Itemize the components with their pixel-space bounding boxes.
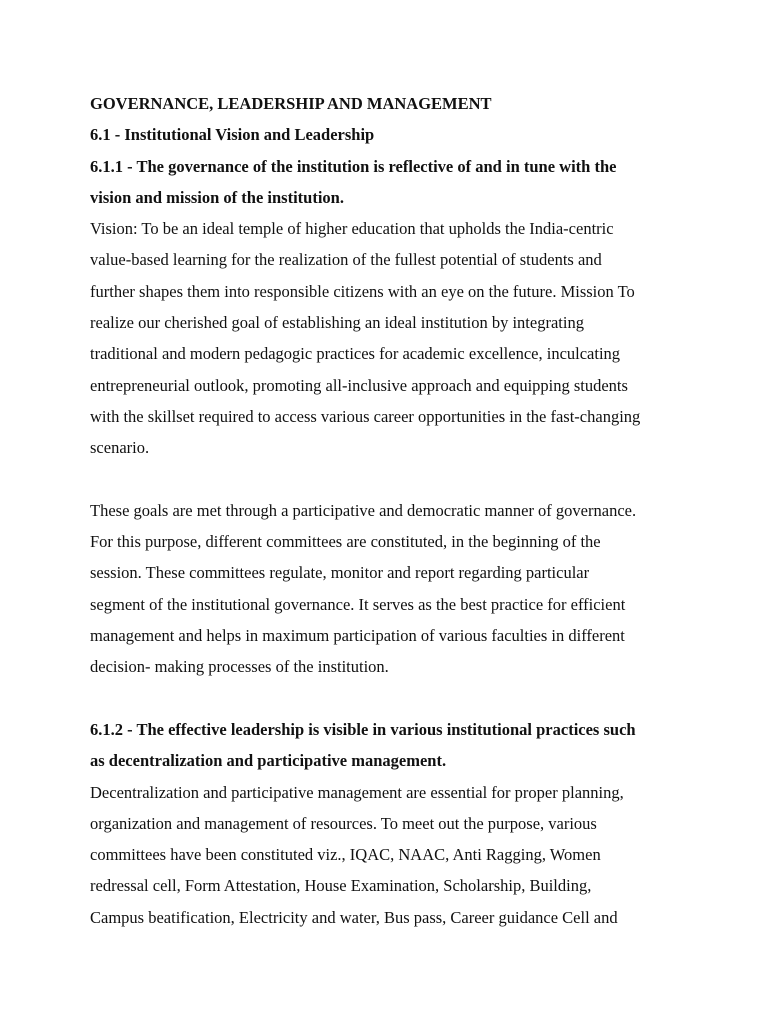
- paragraph-line: traditional and modern pedagogic practices for academic excellence, inculcating: [90, 344, 621, 364]
- paragraph-line: committees have been constituted viz., IQAC, NAAC, Anti Ragging, Women: [90, 845, 601, 865]
- paragraph-line: Vision: To be an ideal temple of higher education that upholds the India-centric: [90, 219, 614, 239]
- paragraph-line: organization and management of resources. To meet out the purpose, various: [90, 813, 597, 833]
- paragraph-line: entrepreneurial outlook, promoting all-inclusive approach and equipping students: [90, 375, 628, 395]
- paragraph-line: Campus beatification, Electricity and water, Bus pass, Career guidance Cell and: [90, 907, 618, 927]
- paragraph-line: with the skillset required to access various career opportunities in the fast-changing: [90, 406, 641, 426]
- criterion-6-1-2: [90, 714, 690, 777]
- paragraph-line: decision- making processes of the institution.: [90, 657, 389, 677]
- paragraph-line: For this purpose, different committees are constituted, in the beginning of the: [90, 532, 601, 552]
- paragraph-line: further shapes them into responsible citizens with an eye on the future. Mission To: [90, 281, 635, 301]
- paragraph-line: session. These committees regulate, monitor and report regarding particular: [90, 563, 590, 583]
- criterion-line: as decentralization and participative management.: [90, 751, 447, 771]
- paragraph-line: value-based learning for the realization of the fullest potential of students and: [90, 250, 602, 270]
- criterion-line: 6.1.2 - The effective leadership is visible in various institutional practices such: [90, 719, 636, 739]
- paragraph-line: These goals are met through a participative and democratic manner of governance.: [90, 500, 637, 520]
- document-heading: GOVERNANCE, LEADERSHIP AND MANAGEMENT: [90, 94, 492, 113]
- paragraph-gap: [90, 464, 690, 495]
- paragraph-line: realize our cherished goal of establishing an ideal institution by integrating: [90, 313, 584, 333]
- section-title: 6.1 - Institutional Vision and Leadership: [90, 125, 375, 145]
- criterion-6-1-1: [90, 151, 690, 214]
- paragraph-line: segment of the institutional governance. It serves as the best practice for efficient: [90, 594, 626, 614]
- vision-paragraph: [90, 213, 690, 463]
- paragraph-line: management and helps in maximum participation of various faculties in different: [90, 626, 625, 646]
- criterion-line: vision and mission of the institution.: [90, 187, 344, 207]
- paragraph-gap: [90, 683, 690, 714]
- goals-paragraph: [90, 495, 690, 683]
- paragraph-line: redressal cell, Form Attestation, House Examination, Scholarship, Building,: [90, 876, 592, 896]
- decentralization-paragraph: [90, 777, 690, 933]
- document-page: [90, 88, 690, 933]
- paragraph-line: scenario.: [90, 438, 150, 458]
- paragraph-line: Decentralization and participative management are essential for proper planning,: [90, 782, 624, 802]
- criterion-line: 6.1.1 - The governance of the institution is reflective of and in tune with the: [90, 156, 617, 176]
